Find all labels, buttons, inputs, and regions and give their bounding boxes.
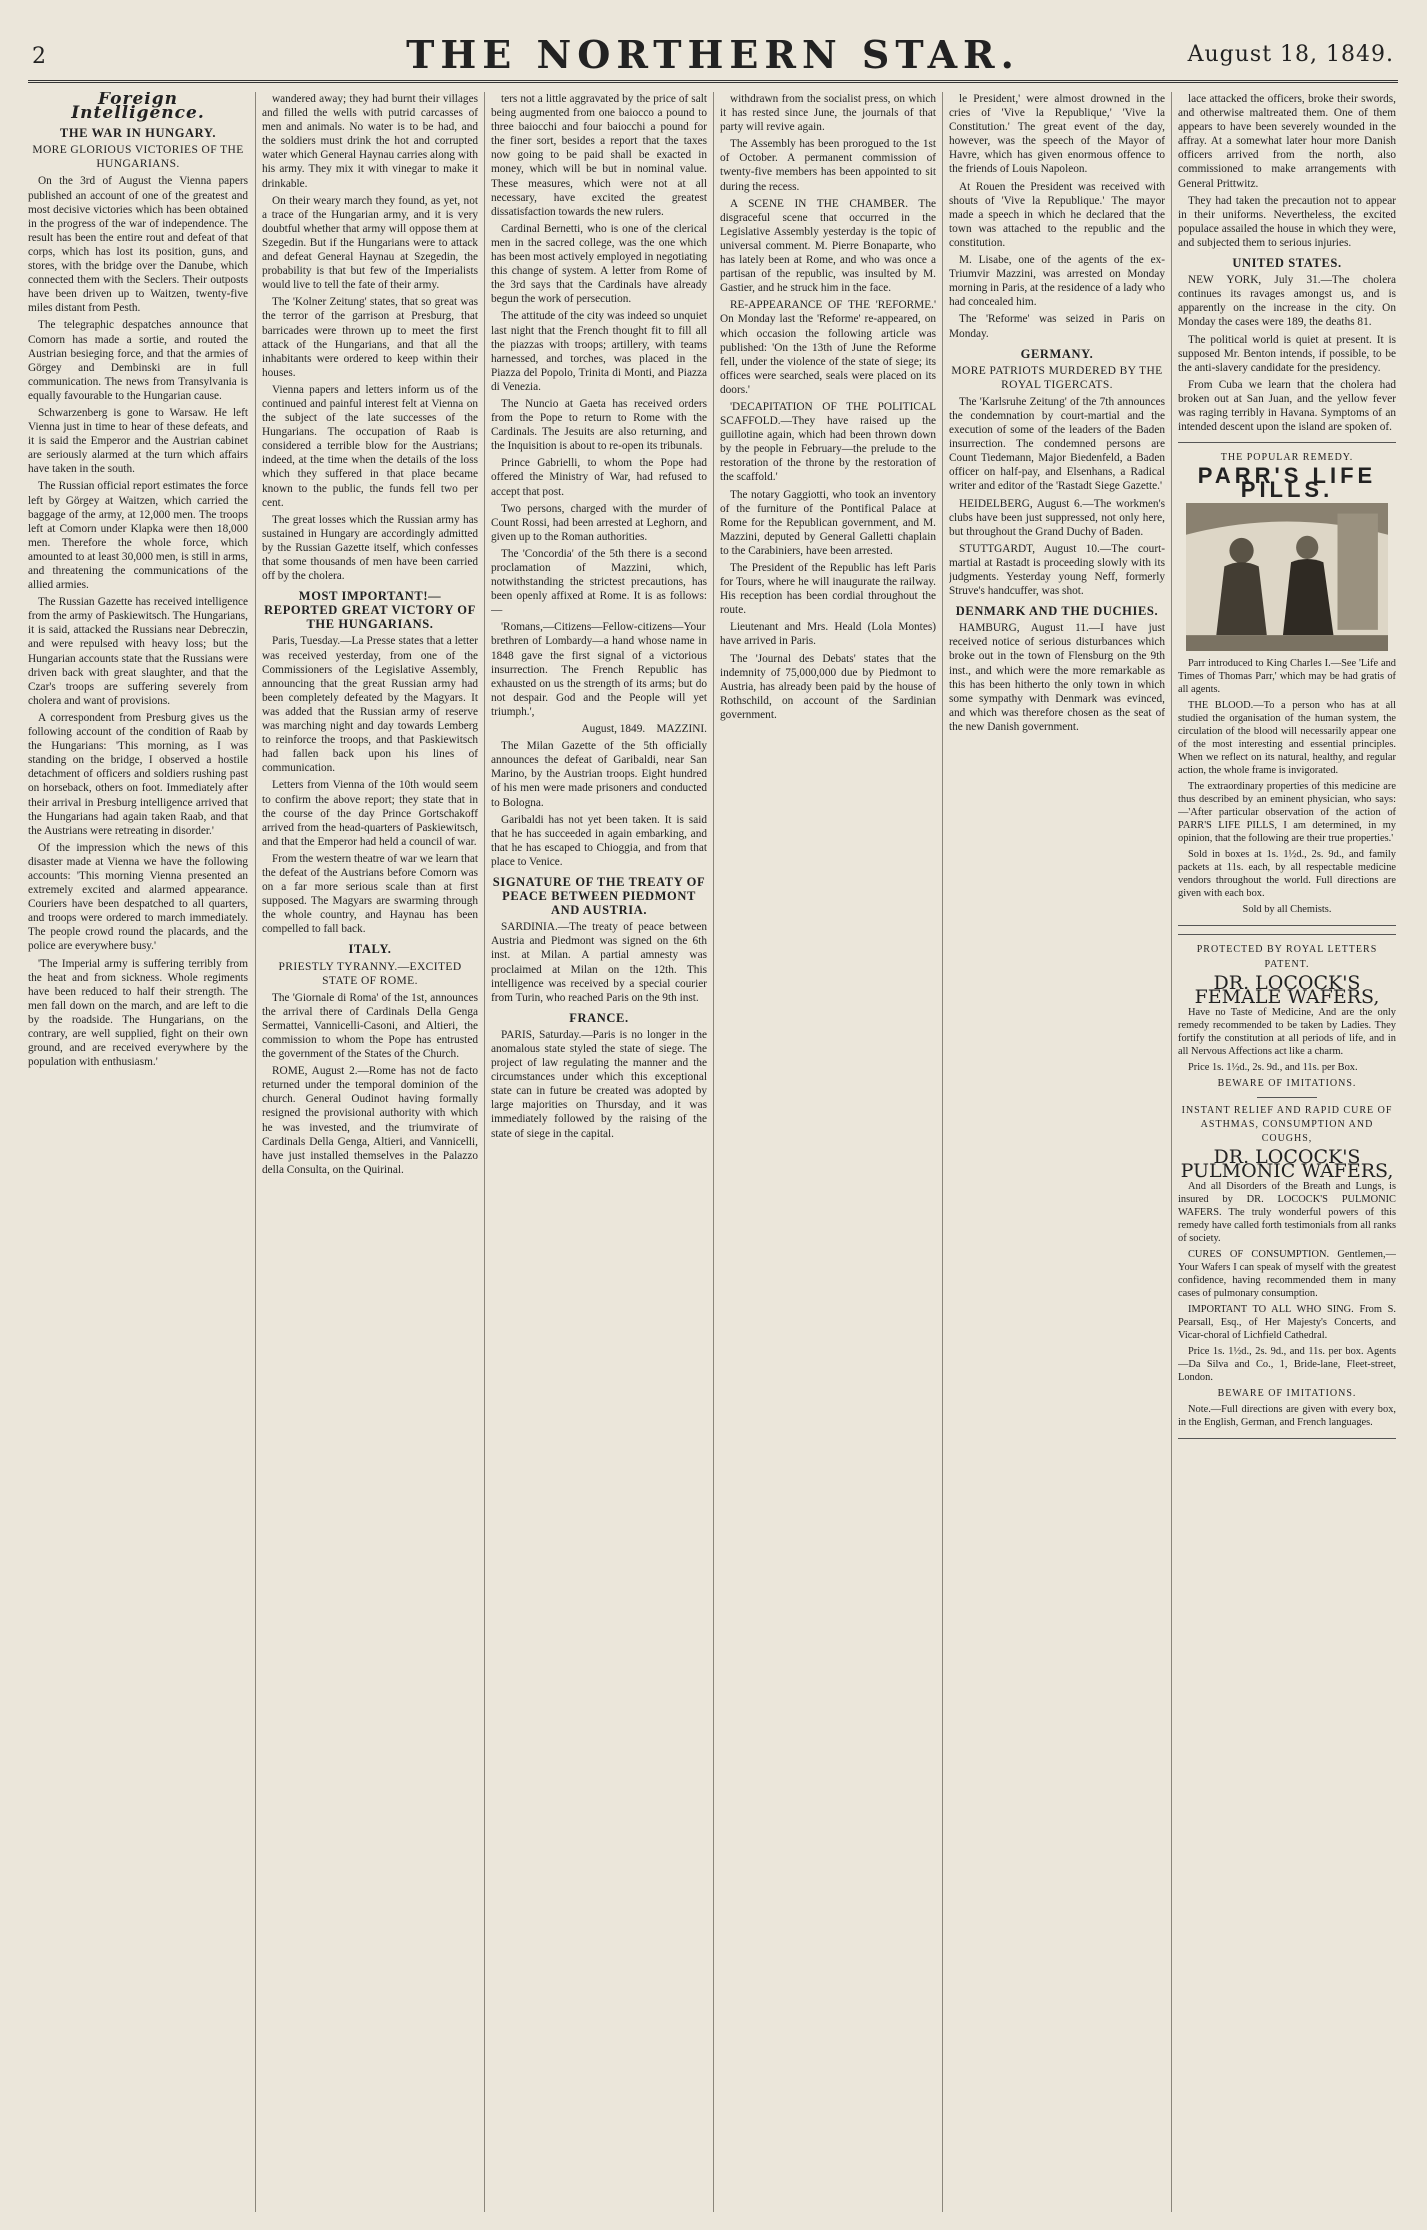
divider (1257, 1097, 1317, 1098)
paragraph: M. Lisabe, one of the agents of the ex-Triumvir Mazzini, was arrested on Monday morning in Paris, at the residence of a lady who had concealed him. (949, 254, 1165, 309)
paragraph: withdrawn from the socialist press, on which it has rested since June, the journals of that party will revive again. (720, 93, 936, 134)
paragraph: Paris, Tuesday.—La Presse states that a letter was received yesterday, from one of the Commissioners of the Legislative Assembly, announcing that the great Russian army had been completely defeated by the Magyars. It was added that the Russian army of reserve was marching night and day towards Lemberg to reinforce the troops, and that Paskiewitsch had fallen back upon his lines of communication. (262, 635, 478, 775)
ad-paragraph: Sold in boxes at 1s. 1½d., 2s. 9d., and family packets at 11s. each, by all respectable medicine vendors throughout the world. Full directions are given with each box. (1178, 849, 1396, 900)
ad-beware: BEWARE OF IMITATIONS. (1217, 1077, 1357, 1089)
paragraph: le President,' were almost drowned in the cries of 'Vive la Republique,' 'Vive la Constitution.' The great event of the day, however, was the speech of the Mayor of Havre, which has given enormous offence to the friends of Louis Napoleon. (949, 93, 1165, 176)
newspaper-page (28, 18, 1398, 2216)
section-heading: ITALY. (348, 942, 392, 957)
page-number: 2 (32, 44, 46, 69)
section-heading: GERMANY. (1020, 346, 1094, 361)
paragraph: At Rouen the President was received with shouts of 'Vive la Republique.' The mayor made a speech in which he declared that the town was attached to the republic and the constitution. (949, 180, 1165, 249)
ad-beware: BEWARE OF IMITATIONS. (1217, 1388, 1357, 1400)
ad-title: DR. LOCOCK'S PULMONIC WAFERS, (1180, 1146, 1394, 1183)
paragraph: ters not a little aggravated by the price of salt being augmented from one baiocco a pound to three baiocchi and four baiocchi a pound for the finer sort, besides a report that the taxes now going to be paid shall be exacted in money, which will be but in nominal value. These measures, which were not at all necessary, have excited the greatest dissatisfaction towards the new rulers. (491, 93, 707, 218)
ad-title: DR. LOCOCK'S FEMALE WAFERS, (1194, 971, 1380, 1008)
ad-subheading: INSTANT RELIEF AND RAPID CURE OF ASTHMAS, CONSUMPTION AND COUGHS, (1181, 1104, 1393, 1145)
ad-paragraph: Have no Taste of Medicine, And are the only remedy recommended to be taken by Ladies. They fortify the constitution at all periods of life, and in all Nervous Affections act like a charm. (1178, 1006, 1396, 1057)
column-2 (262, 92, 478, 2212)
paragraph: The political world is quiet at present. It is supposed Mr. Benton intends, if possible, to be the anti-slavery candidate for the presidency. (1178, 333, 1396, 374)
ad-paragraph: Parr introduced to King Charles I.—See 'Life and Times of Thomas Parr,' which may be had gratis of all agents. (1178, 658, 1396, 696)
paragraph: 'DECAPITATION OF THE POLITICAL SCAFFOLD.—They have raised up the guillotine again, which had been thrown down by the people in February—the prelude to the restoration of the throne by the restoration of the scaffold.' (720, 400, 936, 484)
article-headline: SIGNATURE OF THE TREATY OF PEACE BETWEEN PIEDMONT AND AUSTRIA. (492, 874, 706, 918)
column-rule (1171, 92, 1172, 2212)
column-rule (942, 92, 943, 2212)
paragraph: On their weary march they found, as yet, not a trace of the Hungarian army, and it is very doubtful whether that army will oppose them at Szegedin. But if the Hungarians were to attack and defeat General Haynau at Szegedin, the probability is that but few of the Imperialists would live to tell the fate of their army. (262, 194, 478, 292)
paragraph: SARDINIA.—The treaty of peace between Austria and Piedmont was signed on the 6th inst. at Milan. A partial amnesty was proclaimed at Milan on the 12th. This intelligence was received by a special courier from Turin, who reached Paris on the 9th inst. (491, 921, 707, 1004)
section-heading: DENMARK AND THE DUCHIES. (955, 604, 1159, 619)
paragraph: The 'Reforme' was seized in Paris on Monday. (949, 313, 1165, 340)
paragraph: Of the impression which the news of this disaster made at Vienna we have the following accounts: 'This morning Vienna presented an extremely excited and alarmed appearance. Couriers have been despatched to all quarters, and troops were ordered to march immediately. The people crowd round the placards, and the police are everywhere busy.' (28, 841, 248, 953)
advertisement-locock-wafers (1178, 934, 1396, 1439)
ad-kicker: THE POPULAR REMEDY. (1220, 452, 1354, 464)
paragraph: The Russian official report estimates the force left by Görgey at Waitzen, which carried the baggage of the army, at 12,000 men. The troops left at Comorn under Klapka were then 18,000 men. Therefore the whole force, which amounted to at least 30,000 men, is still in arms, and threatening the communications of the allied armies. (28, 480, 248, 592)
paragraph: The Russian Gazette has received intelligence from the army of Paskiewitsch. The Hungarians, it is said, attacked the Russians near Debreczin, and were repulsed with heavy loss; but the Hungarian accounts state that the Russians were driven back with great slaughter, and that the Czar's troops are suffering severely from cholera and want of provisions. (28, 596, 248, 707)
issue-date: August 18, 1849. (1187, 42, 1394, 67)
paragraph: They had taken the precaution not to appear in their uniforms. Nevertheless, the excited populace assailed the house in which they were, and subjected them to serious injuries. (1178, 194, 1396, 249)
article-headline: MOST IMPORTANT!—REPORTED GREAT VICTORY OF THE HUNGARIANS. (264, 589, 476, 632)
paragraph: The 'Giornale di Roma' of the 1st, announces the arrival there of Cardinals Della Genga Sermattei, Vannicelli-Casoni, and Altieri, the commission to whom the Pope has entrusted the government of the States of the Church. (262, 991, 478, 1061)
paragraph: From the western theatre of war we learn that the defeat of the Austrians before Comorn was on a far more serious scale than at first supposed. The Magyars are swarming through the whole country, and Haynau has been compelled to fall back. (262, 852, 478, 936)
columns (28, 92, 1398, 2212)
paragraph: The telegraphic despatches announce that Comorn has made a sortie, and routed the Austrian besieging force, and that the armies of Görgey and Dembinski are in full communication. The news from Transylvania is equally favourable to the Hungarian cause. (28, 319, 248, 402)
paragraph: The attitude of the city was indeed so unquiet last night that the French thought fit to fill all the piazzas with troops; artillery, with teams harnessed, and torches, was placed in the Piazza del Popolo, Trinita di Monti, and Piazza di Venezia. (491, 310, 707, 393)
paragraph: On the 3rd of August the Vienna papers published an account of one of the greatest and most decisive victories which has been obtained in the progress of the war of independence. The result has been the entire rout and defeat of that corps, which has lost its position, guns, and stores, with the bridge over the Danube, which connected them with the Seclers. Their outposts have been driven up to Waitzen, twenty-five miles distant from Pesth. (28, 175, 248, 315)
ad-paragraph: Price 1s. 1½d., 2s. 9d., and 11s. per box. Agents—Da Silva and Co., 1, Bride-lane, Fleet-street, London. (1178, 1346, 1396, 1384)
paragraph: Lieutenant and Mrs. Heald (Lola Montes) have arrived in Paris. (720, 621, 936, 648)
engraving-icon (1186, 503, 1388, 651)
article-subheadline: MORE PATRIOTS MURDERED BY THE ROYAL TIGERCATS. (951, 364, 1163, 391)
paragraph: HEIDELBERG, August 6.—The workmen's clubs have been just suppressed, not only here, but throughout the Grand Duchy of Baden. (949, 497, 1165, 538)
column-rule (255, 92, 256, 2212)
paragraph: The 'Kolner Zeitung' states, that so great was the terror of the garrison at Presburg, that barricades were thrown up to meet the first attack of the Hungarians, and that all the inhabitants were ordered to keep within their houses. (262, 296, 478, 379)
paragraph: Schwarzenberg is gone to Warsaw. He left Vienna just in time to hear of these defeats, and it is said the Emperor and the Austrian cabinet are seriously alarmed at the turn which affairs have taken in the south. (28, 406, 248, 476)
section-heading: FRANCE. (569, 1010, 629, 1025)
masthead (28, 18, 1398, 83)
ad-paragraph: CURES OF CONSUMPTION. Gentlemen,—Your Wafers I can speak of myself with the greatest confidence, having recommended them in many cases of pulmonary consumption. (1178, 1249, 1396, 1300)
advertisement-parrs-life-pills (1178, 442, 1396, 926)
paragraph: HAMBURG, August 11.—I have just received notice of serious disturbances which broke out in the town of Flensburg on the 9th inst., and which were the more remarkable as this has been hitherto the only town in which some sympathy with Denmark was evinced, and which was therefore chosen as the seat of the new Danish government. (949, 622, 1165, 733)
column-5 (949, 92, 1165, 2212)
signature-line (491, 722, 707, 736)
paragraph: NEW YORK, July 31.—The cholera continues its ravages amongst us, and is apparently on the increase in the city. On Monday the cases were 189, the deaths 81. (1178, 274, 1396, 329)
column-1 (28, 92, 248, 2212)
ad-paragraph: Price 1s. 1½d., 2s. 9d., and 11s. per Box. (1188, 1061, 1358, 1073)
paragraph: 'Romans,—Citizens—Fellow-citizens—Your brethren of Lombardy—a hand whose name in 1848 gave the first signal of a victorious insurrection. The French Republic has exhausted on us the strength of its arms; but do not despair. God and the People will yet triumph.', (491, 621, 707, 718)
ad-paragraph: IMPORTANT TO ALL WHO SING. From S. Pearsall, Esq., of Her Majesty's Concerts, and Vicar-choral of Lichfield Cathedral. (1178, 1304, 1396, 1342)
column-6 (1178, 92, 1396, 2212)
paragraph: STUTTGARDT, August 10.—The court-martial at Rastadt is proceeding slowly with its judgments. Yesterday young Neff, formerly Struve's handcuffer, was shot. (949, 542, 1165, 598)
paragraph: The Milan Gazette of the 5th officially announces the defeat of Garibaldi, near San Marino, by the Austrian troops. Eight hundred of his men were made prisoners and conducted to Bologna. (491, 740, 707, 809)
paragraph: The notary Gaggiotti, who took an inventory of the furniture of the Pontifical Palace at Rome for the Republican government, and M. Mazzini, deputed by General Galletti chaplain to the Carabiniers, have been arrested. (720, 488, 936, 557)
ad-note: Note.—Full directions are given with every box, in the English, German, and French languages. (1178, 1404, 1396, 1429)
paragraph: Two persons, charged with the murder of Count Rossi, had been arrested at Leghorn, and given up to the Roman authorities. (491, 502, 707, 543)
ad-paragraph: THE BLOOD.—To a person who has at all studied the organisation of the human system, the circulation of the blood will necessarily appear one of the most interesting and essential principles. When we reflect on its natural, healthy, and regular action, the whole frame is invigorated. (1178, 700, 1396, 777)
paragraph: Garibaldi has not yet been taken. It is said that he has succeeded in again embarking, and that he has escaped to Chioggia, and from that place to Venice. (491, 813, 707, 868)
paragraph: The Nuncio at Gaeta has received orders from the Pope to return to Rome with the Cardinals. The Jesuits are also returning, and the Inquisition is about to re-open its tribunals. (491, 397, 707, 453)
ad-paragraph: And all Disorders of the Breath and Lungs, is insured by DR. LOCOCK'S PULMONIC WAFERS. The truly wonderful powers of this remedy have called forth testimonials from all ranks of society. (1178, 1181, 1396, 1245)
paragraph: wandered away; they had burnt their villages and filled the wells with putrid carcasses of men and animals. No water is to be had, and the soldiers must drink the hot and corrupted water which General Haynau carries along with his army. They mix it with vinegar to make it drinkable. (262, 93, 478, 190)
paragraph: The great losses which the Russian army has sustained in Hungary are accordingly admitted by the Russian Gazette itself, which confesses that some thousands of men have been carried off by the cholera. (262, 513, 478, 583)
signature-name: MAZZINI. (656, 723, 707, 736)
column-4 (720, 92, 936, 2212)
column-3 (491, 92, 707, 2212)
article-subheadline: MORE GLORIOUS VICTORIES OF THE HUNGARIANS. (32, 144, 244, 171)
paragraph: RE-APPEARANCE OF THE 'REFORME.' On Monday last the 'Reforme' re-appeared, on which occasion the following article was published: 'On the 13th of June the Reforme fell, under the violence of the state of siege; its offices were searched, seals were placed on its doors.' (720, 299, 936, 396)
column-rule (713, 92, 714, 2212)
ad-note: Sold by all Chemists. (1242, 904, 1332, 916)
paragraph: PARIS, Saturday.—Paris is no longer in the anomalous state styled the state of siege. The project of law regulating the manner and the circumstances under which this exceptional state can in future be created was adopted by large majorities on Thursday, and it was immediately followed by the raising of the state of siege in the capital. (491, 1028, 707, 1140)
paragraph: A correspondent from Presburg gives us the following account of the condition of Raab by the Hungarians: 'This morning, as I was standing on the bridge, I observed a hostile detachment of officers and soldiers rushing past on horseback, others on foot. Immediately after their arrival in Presburg intelligence arrived that the Hungarians had again taken Raab, and that the Austrians were retreating in disorder.' (28, 711, 248, 837)
ad-title: PARR'S LIFE PILLS. (1197, 463, 1377, 503)
paragraph: From Cuba we learn that the cholera had broken out at San Juan, and the yellow fever was raging terribly in Havana. Symptoms of an intended descent upon the island are spoken of. (1178, 378, 1396, 434)
paragraph: Prince Gabrielli, to whom the Pope had offered the Ministry of War, had refused to accept that post. (491, 457, 707, 498)
ad-paragraph: The extraordinary properties of this medicine are thus described by an eminent physician, who says:—'After particular observation of the action of PARR'S LIFE PILLS, I am determined, in my opinion, that the following are their true properties.' (1178, 781, 1396, 845)
paragraph: lace attacked the officers, broke their swords, and otherwise maltreated them. One of them appears to have been severely wounded in the affray. At a somewhat later hour more Danish officers arrived from the north, also commissioned to make arrangements with General Prittwitz. (1178, 93, 1396, 190)
ad-kicker: PROTECTED BY ROYAL LETTERS PATENT. (1196, 944, 1378, 970)
article-subheadline: PRIESTLY TYRANNY.—EXCITED STATE OF ROME. (278, 960, 462, 987)
paragraph: A SCENE IN THE CHAMBER. The disgraceful scene that occurred in the Legislative Assembly yesterday is the topic of universal comment. M. Pierre Bonaparte, who has lately been at Rome, and who was once a partisan of the republic, was insulted by M. Gastier, and he struck him in the face. (720, 197, 936, 295)
paragraph: Cardinal Bernetti, who is one of the clerical men in the sacred college, was the one which has been most actively employed in negotiating this change of system. A letter from Rome of the 3rd says that the Cardinals have already begun the work of persecution. (491, 222, 707, 306)
paragraph: The President of the Republic has left Paris for Tours, where he will inaugurate the railway. His reception has been cordial throughout the route. (720, 562, 936, 617)
section-heading: Foreign Intelligence. (71, 92, 205, 124)
paragraph: ROME, August 2.—Rome has not de facto returned under the temporal dominion of the church. General Oudinot having formally resigned the provisional authority with which he was invested, and the triumvirate of Cardinals Della Genga, Altieri, and Vannicelli, have just installed themselves in the Palazzo della Consulta, on the Quirinal. (262, 1065, 478, 1176)
paragraph: 'The Imperial army is suffering terribly from the heat and from sickness. Whole regiments have been reduced to half their strength. The men fall down on the march, and are left to die by the roadside. The Hungarians, on the contrary, are well supplied, fight on their own ground, and are received everywhere by the population with enthusiasm.' (28, 957, 248, 1069)
article-headline: THE WAR IN HUNGARY. (59, 126, 217, 141)
newspaper-title: THE NORTHERN STAR. (406, 32, 1020, 77)
paragraph: The 'Concordia' of the 5th there is a second proclamation of Mazzini, which, notwithstanding the strictest precautions, has been openly affixed at Rome. It is as follows:— (491, 547, 707, 617)
paragraph: Letters from Vienna of the 10th would seem to confirm the above report; they state that in the course of the day Prince Gortschakoff arrived from the head-quarters of Paskiewitsch, and that the Emperor had held a council of war. (262, 779, 478, 848)
engraving-illustration (1186, 503, 1388, 651)
column-rule (484, 92, 485, 2212)
paragraph: The 'Karlsruhe Zeitung' of the 7th announces the condemnation by court-martial and the execution of some of the leaders of the Baden insurrection. The condemned persons are Count Tiedemann, Major Biedenfeld, a Baden officer on half-pay, and Elsenhans, a Radical writer and editor of the 'Rastadt Siege Gazette.' (949, 395, 1165, 493)
signature-date: August, 1849. (581, 723, 646, 736)
paragraph: The 'Journal des Debats' states that the indemnity of 75,000,000 due by Piedmont to Austria, has already been paid by the house of Rothschild, on account of the Sardinian government. (720, 652, 936, 721)
paragraph: Vienna papers and letters inform us of the continued and painful interest felt at Vienna on the subject of the late successes of the Hungarians. The occupation of Raab is considered a terrible blow for the Austrians; indeed, at the time when the details of the loss which they suffered in that place became known to the public, the funds fell two per cent. (262, 383, 478, 509)
section-heading: UNITED STATES. (1232, 256, 1342, 271)
paragraph: The Assembly has been prorogued to the 1st of October. A permanent commission of twenty-five members has been appointed to sit during the recess. (720, 138, 936, 193)
